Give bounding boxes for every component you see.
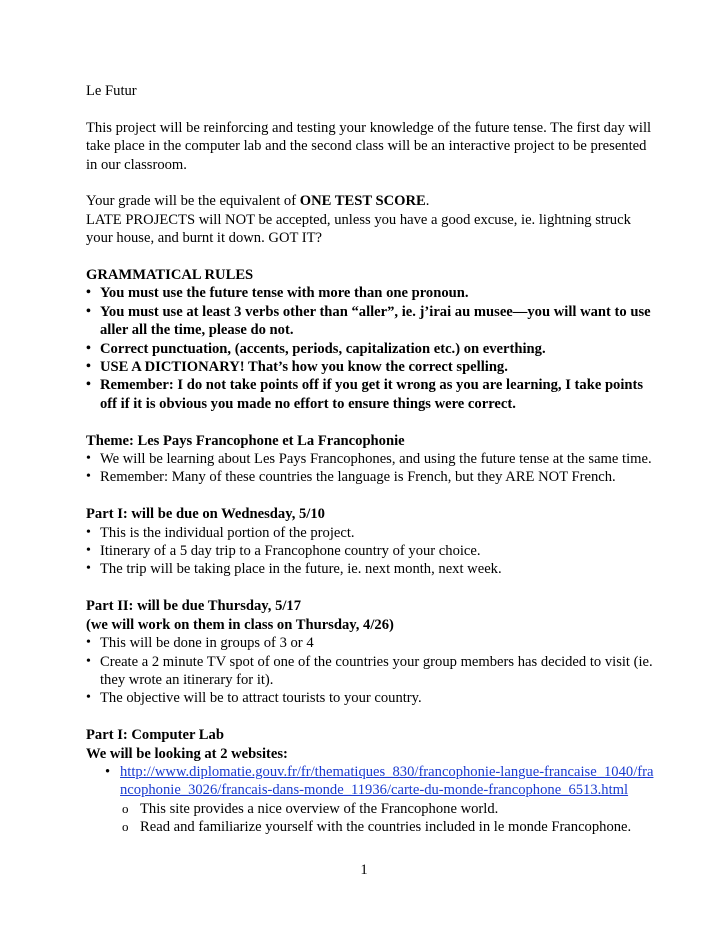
rule-item: • Remember: I do not take points off if you get it wrong as you are learning, I take points off if it is obvious you made no effort to ensure things were correct. [86, 376, 656, 413]
rule-item: • You must use the future tense with more than one pronoun. [86, 284, 656, 302]
document-page [86, 82, 656, 837]
page-number: 1 [360, 862, 368, 878]
website-note: o This site provides a nice overview of the Francophone world. [120, 800, 656, 818]
website-list [100, 763, 656, 800]
rules-heading: GRAMMATICAL RULES [86, 267, 254, 284]
lab-heading: Part I: Computer Lab [86, 727, 224, 744]
part2-item: • Create a 2 minute TV spot of one of the countries your group members has decided to visit (ie. they wrote an itinerary for it). [86, 653, 656, 690]
part1-item: • The trip will be taking place in the future, ie. next month, next week. [86, 560, 656, 578]
francophonie-link[interactable]: http://www.diplomatie.gouv.fr/fr/thematiques_830/francophonie-langue-francaise_1040/francophonie_3026/francais-dans-monde_11936/carte-du-monde-francophone_6513.html [120, 763, 654, 799]
website-note: o Read and familiarize yourself with the countries included in le monde Francophone. [120, 818, 656, 836]
grade-suffix: . [425, 193, 430, 210]
grade-prefix: Your grade will be the equivalent of [86, 193, 300, 210]
document-title: Le Futur [86, 83, 137, 99]
rule-item: • You must use at least 3 verbs other than “aller”, ie. j’irai au musee—you will want to use aller all the time, please do not. [86, 303, 656, 340]
part2-item: • This will be done in groups of 3 or 4 [86, 634, 656, 652]
theme-item: • We will be learning about Les Pays Francophones, and using the future tense at the same time. [86, 450, 656, 468]
theme-heading: Theme: Les Pays Francophone et La Francophonie [86, 432, 405, 449]
lab-subheading: We will be looking at 2 websites: [86, 745, 288, 762]
intro-paragraph: This project will be reinforcing and testing your knowledge of the future tense. The first day will take place in the computer lab and the second class will be an interactive project to be presented in our classroom. [86, 119, 652, 173]
theme-item: • Remember: Many of these countries the language is French, but they ARE NOT French. [86, 468, 656, 486]
rule-item: • Correct punctuation, (accents, periods, capitalization etc.) on everthing. [86, 340, 656, 358]
part1-list [86, 524, 656, 579]
grade-line [86, 192, 656, 210]
website-item [100, 763, 656, 800]
part1-heading: Part I: will be due on Wednesday, 5/10 [86, 506, 325, 523]
part2-heading: Part II: will be due Thursday, 5/17 [86, 598, 302, 615]
part2-item: • The objective will be to attract tourists to your country. [86, 689, 656, 707]
part1-item: • Itinerary of a 5 day trip to a Francophone country of your choice. [86, 542, 656, 560]
part1-item: • This is the individual portion of the project. [86, 524, 656, 542]
late-policy: LATE PROJECTS will NOT be accepted, unless you have a good excuse, ie. lightning struck your house, and burnt it down. GOT IT? [86, 211, 631, 247]
website-notes [120, 800, 656, 837]
part2-list [86, 634, 656, 708]
part2-subheading: (we will work on them in class on Thursday, 4/26) [86, 616, 394, 633]
rule-item: • USE A DICTIONARY! That’s how you know the correct spelling. [86, 358, 656, 376]
theme-list [86, 450, 656, 487]
grade-bold: ONE TEST SCORE [299, 193, 426, 210]
rules-list [86, 284, 656, 413]
